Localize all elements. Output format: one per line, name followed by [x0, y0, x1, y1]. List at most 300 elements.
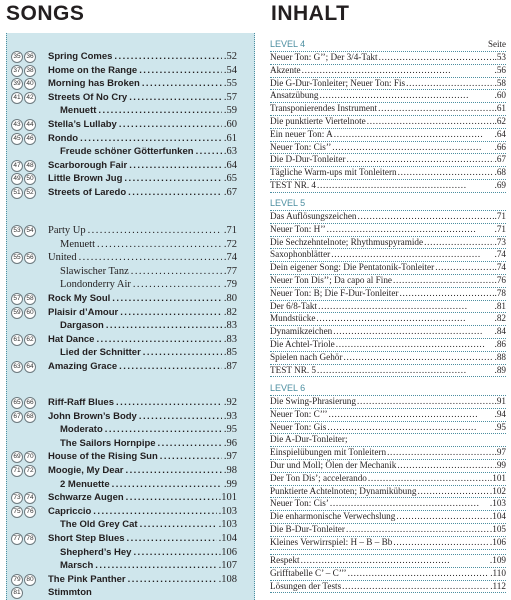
dot-leader — [319, 90, 493, 102]
toc-page-number: .78 — [494, 287, 506, 298]
song-row[interactable] — [0, 50, 247, 64]
toc-page-number: .67 — [494, 154, 506, 165]
song-title — [48, 186, 237, 200]
song-row[interactable] — [0, 306, 247, 320]
track-number-badge: 63 — [11, 361, 23, 373]
level-label: LEVEL 4 — [270, 39, 306, 49]
toc-row[interactable] — [270, 167, 506, 180]
song-row[interactable] — [0, 251, 247, 265]
toc-row[interactable] — [270, 313, 506, 326]
track-number-badge: 76 — [24, 506, 36, 518]
song-name: The Old Grey Cat — [60, 519, 138, 531]
song-row[interactable] — [0, 145, 247, 159]
toc-page-number: .103 — [489, 498, 506, 509]
toc-title: Lösungen der Tests — [270, 580, 342, 591]
song-row[interactable] — [0, 423, 247, 437]
song-title — [48, 50, 237, 64]
song-title — [48, 64, 237, 78]
song-name: Scarborough Fair — [48, 159, 128, 171]
toc-title: Die A-Dur-Tonleiter; — [270, 434, 348, 445]
toc-page-number: .61 — [494, 103, 506, 114]
song-title — [48, 224, 237, 238]
song-row[interactable] — [0, 118, 247, 132]
dot-leader — [142, 77, 222, 91]
toc-row[interactable] — [270, 460, 506, 473]
toc-title: Die Achtel-Triole — [270, 338, 335, 349]
toc-row[interactable] — [270, 486, 506, 499]
track-number-badge: 79 — [11, 574, 23, 586]
song-page-number: .106 — [218, 546, 237, 558]
toc-page-number: .106 — [489, 536, 506, 547]
dot-leader — [80, 132, 222, 146]
toc-row[interactable] — [270, 498, 506, 511]
song-row[interactable] — [0, 491, 247, 505]
track-number-badge: 72 — [24, 465, 36, 477]
track-number-badge: 81 — [11, 587, 23, 599]
toc-page-number: .97 — [494, 447, 506, 458]
dot-leader — [126, 464, 222, 478]
toc-row[interactable] — [270, 422, 506, 435]
song-name: Menuett — [60, 105, 97, 117]
songs-title: SONGS — [6, 2, 85, 25]
song-row[interactable] — [0, 505, 247, 519]
song-name: Freude schöner Götterfunken — [60, 146, 194, 158]
toc-row[interactable] — [270, 180, 506, 193]
toc-title: Neuer Ton: Gis — [270, 421, 327, 432]
song-page-number: .104 — [218, 532, 237, 544]
toc-title: Neuer Ton: Cis’’ — [270, 141, 332, 152]
toc-title: Akzente — [270, 64, 301, 75]
song-name: United — [48, 252, 77, 264]
song-title — [48, 77, 237, 91]
dot-leader — [316, 313, 493, 325]
toc-row[interactable] — [270, 65, 506, 78]
toc-level-4 — [270, 37, 506, 193]
toc-title: Die Sechzehntelnote; Rhythmuspyramide — [270, 236, 424, 247]
dot-leader — [98, 104, 221, 118]
toc-title: Dynamikzeichen — [270, 326, 333, 337]
song-page-number: .79 — [223, 279, 237, 291]
toc-title: Der 6/8-Takt — [270, 300, 318, 311]
song-title — [60, 559, 237, 573]
track-number-badge: 55 — [11, 252, 23, 264]
song-title — [60, 346, 237, 360]
toc-title: Neuer Ton: Cis’ — [270, 498, 329, 509]
dot-leader — [393, 275, 494, 287]
song-name: Rock My Soul — [48, 292, 111, 304]
track-number-badge: 59 — [11, 307, 23, 319]
song-page-number: .103 — [218, 519, 237, 531]
dot-leader — [367, 116, 494, 128]
song-row[interactable] — [0, 478, 247, 492]
track-number-badge: 48 — [24, 160, 36, 172]
dot-leader — [114, 50, 221, 64]
song-title — [48, 118, 237, 132]
song-row[interactable] — [0, 91, 247, 105]
dot-leader — [129, 91, 222, 105]
song-name: John Brown’s Body — [48, 410, 137, 422]
song-row[interactable] — [0, 518, 247, 532]
dot-leader — [143, 346, 222, 360]
song-row[interactable] — [0, 546, 247, 560]
dot-leader — [97, 238, 222, 252]
toc-row[interactable] — [270, 524, 506, 537]
dot-leader — [105, 423, 222, 437]
song-title — [60, 265, 237, 279]
track-number-badge: 50 — [24, 173, 36, 185]
dot-leader — [116, 396, 222, 410]
song-row[interactable] — [0, 238, 247, 252]
toc-level-5 — [270, 196, 506, 377]
song-name: Riff-Raff Blues — [48, 397, 114, 408]
song-row[interactable] — [0, 319, 247, 333]
dot-leader — [330, 498, 489, 510]
dot-leader — [399, 288, 493, 300]
song-page-number: .96 — [223, 437, 237, 449]
dot-leader — [139, 64, 222, 78]
level-heading — [270, 37, 506, 51]
toc-row[interactable] — [270, 395, 506, 409]
toc-page-number: .71 — [494, 211, 506, 221]
song-page-number: .77 — [223, 265, 237, 277]
song-row[interactable] — [0, 346, 247, 360]
toc-page-number: .84 — [494, 326, 506, 337]
song-page-number: .67 — [223, 186, 237, 198]
dot-leader — [96, 333, 221, 347]
toc-title: Punktierte Achtelnoten; Dynamikübung — [270, 485, 417, 496]
track-number-badge: 39 — [11, 78, 23, 90]
toc-row[interactable] — [270, 473, 506, 486]
dot-leader — [318, 301, 493, 313]
song-page-number: .95 — [223, 424, 237, 436]
toc-title: Respekt — [270, 555, 300, 565]
song-row[interactable] — [0, 573, 247, 587]
song-title — [48, 159, 237, 173]
dot-leader — [120, 306, 222, 320]
song-page-number: .60 — [223, 118, 237, 130]
song-title — [48, 491, 237, 505]
track-number-badge: 80 — [24, 574, 36, 586]
song-row[interactable] — [0, 559, 247, 573]
toc-title: Neuer Ton: H’’ — [270, 223, 326, 234]
toc-page-number: .81 — [494, 300, 506, 311]
toc-row[interactable] — [270, 339, 506, 352]
toc-level-6 — [270, 381, 506, 550]
song-row[interactable] — [0, 224, 247, 238]
dot-leader — [435, 262, 493, 274]
song-page-number: .52 — [223, 51, 237, 62]
toc-row[interactable] — [270, 51, 506, 65]
toc-title: Der Ton Dis’; accelerando — [270, 472, 367, 483]
song-title — [48, 172, 237, 186]
dot-leader — [393, 537, 489, 549]
song-row[interactable] — [0, 104, 247, 118]
dot-leader — [379, 52, 494, 64]
toc-row[interactable] — [270, 511, 506, 524]
song-name: Dargason — [60, 320, 104, 332]
dot-leader — [358, 211, 494, 223]
song-name: Lied der Schnitter — [60, 347, 141, 359]
song-page-number: .71 — [223, 225, 237, 236]
song-title — [60, 518, 237, 532]
song-row[interactable] — [0, 437, 247, 451]
toc-row[interactable] — [270, 434, 506, 447]
song-page-number: .64 — [223, 159, 237, 171]
song-title — [60, 423, 237, 437]
toc-title: Kleines Verwirrspiel: H – B – Bb — [270, 536, 393, 547]
song-page-number: .54 — [223, 64, 237, 76]
toc-row[interactable] — [270, 288, 506, 301]
toc-row[interactable] — [270, 581, 506, 594]
song-page-number: .65 — [223, 173, 237, 185]
song-row[interactable] — [0, 450, 247, 464]
dot-leader — [327, 422, 493, 434]
dot-leader — [398, 167, 494, 179]
toc-row[interactable] — [270, 275, 506, 288]
dot-leader — [348, 568, 490, 580]
song-row[interactable] — [0, 333, 247, 347]
song-name: The Pink Panther — [48, 573, 126, 585]
dot-leader — [343, 352, 493, 364]
song-row[interactable] — [0, 132, 247, 146]
toc-page-number: .101 — [489, 472, 506, 483]
toc-row[interactable] — [270, 116, 506, 129]
dot-leader — [158, 437, 222, 451]
toc-title: Die enharmonische Verwechslung — [270, 511, 396, 522]
toc-page-number: .105 — [489, 523, 506, 534]
song-row[interactable] — [0, 278, 247, 292]
song-page-number: .61 — [223, 132, 237, 144]
toc-row[interactable] — [270, 78, 506, 91]
toc-row[interactable] — [270, 224, 506, 237]
dot-leader — [128, 573, 217, 587]
dot-leader — [129, 159, 222, 173]
song-row[interactable] — [0, 464, 247, 478]
toc-title: Die D-Dur-Tonleiter — [270, 154, 346, 165]
inhalt-title: INHALT — [271, 2, 350, 25]
song-title — [60, 238, 237, 252]
track-number-badge: 75 — [11, 506, 23, 518]
dot-leader — [119, 118, 222, 132]
level-label: LEVEL 6 — [270, 383, 306, 393]
toc-title: Neuer Ton Dis’’; Da capo al Fine — [270, 274, 392, 285]
song-row[interactable] — [0, 532, 247, 546]
song-title — [48, 360, 237, 374]
toc-page-number: .74 — [494, 249, 506, 260]
dot-leader — [133, 278, 222, 292]
toc-title: Ein neuer Ton: A — [270, 128, 333, 139]
track-number-badge: 37 — [11, 65, 23, 77]
song-group-level4 — [0, 50, 247, 200]
level-heading — [270, 196, 506, 210]
song-title — [60, 437, 237, 451]
song-row[interactable] — [0, 292, 247, 306]
song-title — [60, 104, 237, 118]
toc-row[interactable] — [270, 352, 506, 365]
toc-row[interactable] — [270, 210, 506, 224]
toc-row[interactable] — [270, 326, 506, 339]
toc-page-number: .68 — [494, 167, 506, 178]
toc-row[interactable] — [270, 262, 506, 275]
song-title — [60, 478, 237, 492]
track-number-badge: 53 — [11, 225, 23, 237]
track-number-badge: 66 — [24, 397, 36, 409]
track-number-badge: 68 — [24, 411, 36, 423]
toc-page-number: .95 — [494, 421, 506, 432]
track-number-badge: 60 — [24, 307, 36, 319]
track-number-badge: 73 — [11, 492, 23, 504]
toc-row[interactable] — [270, 90, 506, 103]
toc-row[interactable] — [270, 409, 506, 422]
track-number-badge: 52 — [24, 187, 36, 199]
track-number-badge: 42 — [24, 92, 36, 104]
song-title — [60, 546, 237, 560]
toc-page-number: .104 — [489, 511, 506, 522]
song-title — [60, 145, 237, 159]
song-page-number: .63 — [223, 146, 237, 158]
song-name: Moderato — [60, 424, 103, 436]
dot-leader — [160, 450, 222, 464]
song-row[interactable] — [0, 586, 247, 600]
song-row[interactable] — [0, 186, 247, 200]
song-page-number: .108 — [218, 573, 237, 585]
dot-leader — [93, 505, 216, 519]
song-title — [48, 333, 237, 347]
song-page-number: .93 — [223, 410, 237, 422]
toc-row[interactable] — [270, 447, 506, 460]
track-number-badge: 46 — [24, 133, 36, 145]
toc-title: Die B-Dur-Tonleiter — [270, 523, 345, 534]
toc-title: Einspielübungen mit Tonleitern — [270, 447, 387, 458]
song-page-number: .98 — [223, 464, 237, 476]
toc-title: Mundstücke — [270, 313, 316, 324]
track-number-badge: 57 — [11, 293, 23, 305]
dot-leader — [119, 360, 222, 374]
song-name: Capriccio — [48, 505, 92, 517]
song-group-level5 — [0, 224, 247, 374]
toc-page-number: .71 — [494, 223, 506, 234]
track-number-badge: 62 — [24, 334, 36, 346]
song-name: Schwarze Augen — [48, 492, 124, 504]
song-page-number: .107 — [218, 560, 237, 572]
song-name: Slawischer Tanz — [60, 265, 129, 277]
dot-leader — [79, 251, 222, 265]
toc-row[interactable] — [270, 301, 506, 314]
song-title — [48, 586, 237, 600]
song-name: Party Up — [48, 225, 86, 236]
song-name: Marsch — [60, 560, 94, 572]
level-heading — [270, 381, 506, 395]
song-row[interactable] — [0, 410, 247, 424]
track-number-badge: 69 — [11, 451, 23, 463]
song-row[interactable] — [0, 265, 247, 279]
toc-title: Dein eigener Song: Die Pentatonik-Tonleiter — [270, 262, 435, 273]
song-page-number: .99 — [223, 478, 237, 490]
dot-leader — [302, 65, 494, 77]
track-number-badge: 70 — [24, 451, 36, 463]
track-number-badge: 41 — [11, 92, 23, 104]
toc-page-number: .64 — [494, 128, 506, 139]
toc-row[interactable] — [270, 365, 506, 378]
dot-leader — [336, 339, 494, 351]
toc-row[interactable] — [270, 154, 506, 167]
song-row[interactable] — [0, 360, 247, 374]
track-number-badge: 77 — [11, 533, 23, 545]
dot-leader — [327, 224, 494, 236]
dot-leader — [196, 145, 222, 159]
toc-row[interactable] — [270, 537, 506, 550]
song-page-number: .80 — [223, 292, 237, 304]
toc-page-number: .60 — [494, 90, 506, 101]
toc-row[interactable] — [270, 129, 506, 142]
toc-page-number: .69 — [494, 179, 506, 190]
song-name: Short Step Blues — [48, 532, 125, 544]
song-page-number: .59 — [223, 105, 237, 117]
song-name: Menuett — [60, 238, 95, 250]
toc-title: Transponierendes Instrument — [270, 103, 378, 114]
toc-title: Saxophonblätter — [270, 249, 331, 260]
toc-row[interactable] — [270, 237, 506, 250]
track-number-badge: 65 — [11, 397, 23, 409]
track-number-badge: 35 — [11, 51, 23, 63]
song-title — [48, 251, 237, 265]
song-name: Spring Comes — [48, 51, 113, 62]
song-row[interactable] — [0, 159, 247, 173]
track-number-badge: 74 — [24, 492, 36, 504]
toc-title: Die Swing-Phrasierung — [270, 396, 356, 406]
level-label: LEVEL 5 — [270, 198, 306, 208]
toc-title: Tägliche Warm-ups mit Tonleitern — [270, 167, 397, 178]
dot-leader — [424, 237, 493, 249]
toc-page-number: .112 — [490, 580, 506, 591]
dot-leader — [406, 78, 493, 90]
dot-leader — [397, 460, 493, 472]
song-row[interactable] — [0, 396, 247, 410]
track-number-badge: 56 — [24, 252, 36, 264]
song-name: Shepherd’s Hey — [60, 546, 132, 558]
toc-page-number: .91 — [494, 396, 506, 406]
song-title — [48, 573, 237, 587]
toc-title: Das Auflösungszeichen — [270, 211, 357, 221]
dot-leader — [88, 224, 222, 238]
dot-leader — [131, 265, 222, 279]
dot-leader — [346, 524, 489, 536]
song-name: Streets of Laredo — [48, 186, 127, 198]
song-name: Londonderry Air — [60, 279, 131, 291]
dot-leader — [378, 103, 493, 115]
toc-row[interactable] — [270, 554, 506, 568]
song-row[interactable] — [0, 64, 247, 78]
dot-leader — [112, 478, 222, 492]
toc-row[interactable] — [270, 568, 506, 581]
toc-page-number: .74 — [494, 262, 506, 273]
track-number-badge: 43 — [11, 119, 23, 131]
song-row[interactable] — [0, 172, 247, 186]
dot-leader — [128, 186, 222, 200]
song-name: Rondo — [48, 132, 79, 144]
toc-row[interactable] — [270, 249, 506, 262]
song-page-number: .103 — [218, 505, 237, 517]
toc-row[interactable] — [270, 103, 506, 116]
toc-appendix — [270, 554, 506, 593]
song-page-number: .85 — [223, 347, 237, 359]
song-title — [48, 450, 237, 464]
dot-leader — [124, 172, 221, 186]
toc-row[interactable] — [270, 142, 506, 155]
track-number-badge: 71 — [11, 465, 23, 477]
track-number-badge: 45 — [11, 133, 23, 145]
song-row[interactable] — [0, 77, 247, 91]
